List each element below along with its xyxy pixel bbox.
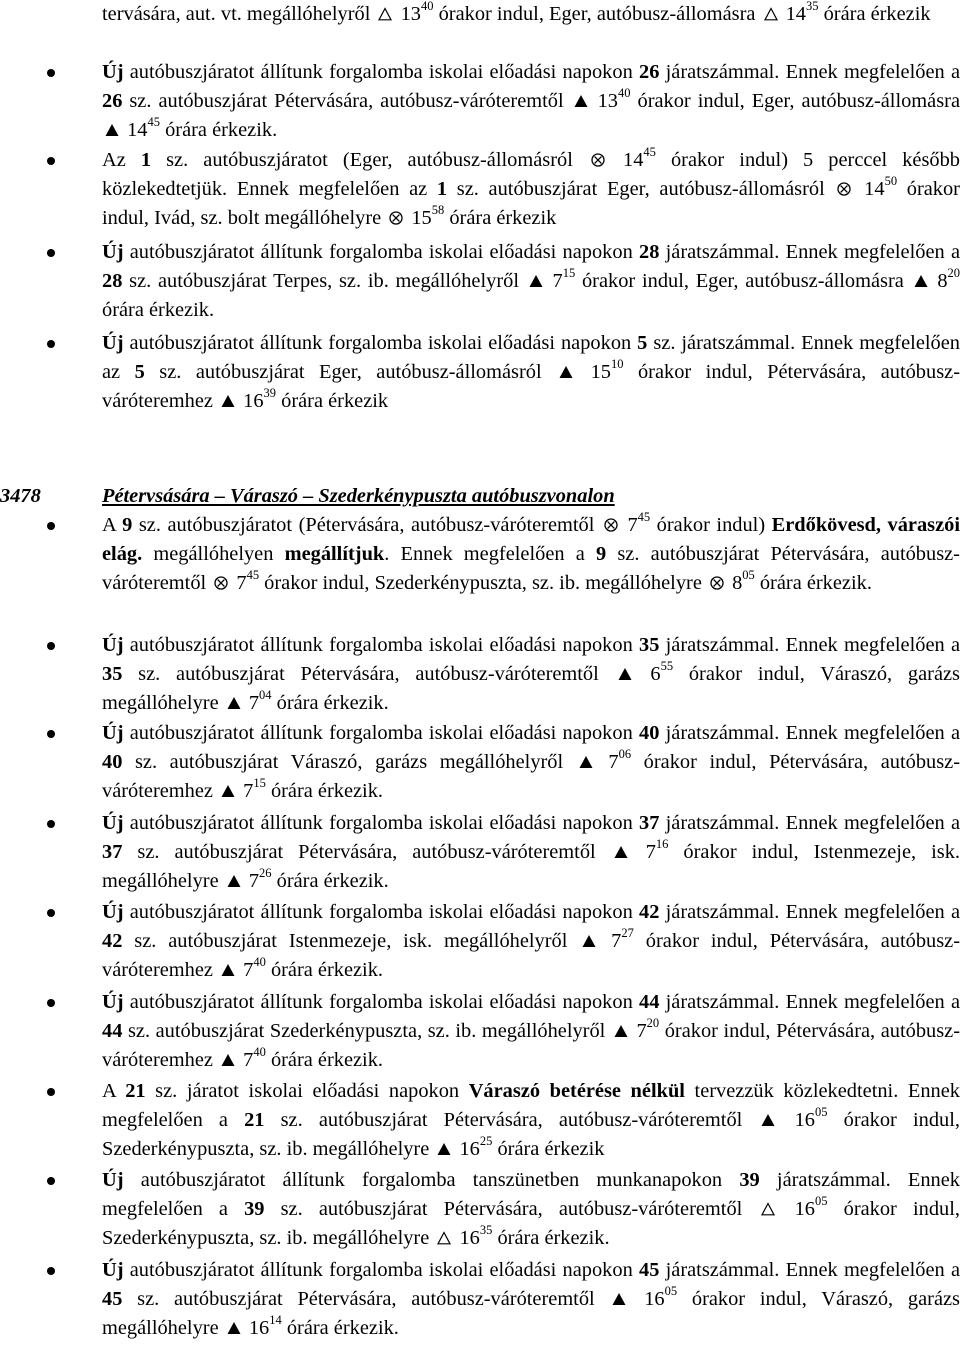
bullet-icon	[47, 999, 55, 1007]
section-title: Pétervsására – Váraszó – Szederkénypuszta autóbuszvonalon	[102, 485, 615, 507]
filled-triangle-icon	[914, 274, 928, 288]
filled-triangle-icon	[221, 1053, 235, 1067]
continuation-paragraph	[102, 0, 960, 29]
filled-triangle-icon	[612, 1292, 626, 1306]
filled-triangle-icon	[227, 696, 241, 710]
open-triangle-icon	[437, 1231, 451, 1245]
time-minutes: 35	[806, 0, 819, 14]
rich-text: Új autóbuszjáratot állítunk forgalomba iskolai előadási napokon 5 sz. járatszámmal. Ennek megfelelően az 5 sz. autóbuszjárat Eger, autóbusz-állomásról $15^{10}$ órakor indul, Pétervására, autóbusz-váróteremhez $16^{39}$ órára érkezik	[102, 332, 960, 413]
bullet-icon	[47, 1088, 55, 1096]
filled-triangle-icon	[221, 784, 235, 798]
filled-triangle-icon	[618, 667, 632, 681]
bullet-icon	[47, 642, 55, 650]
list-item	[102, 329, 960, 416]
filled-triangle-icon	[582, 934, 596, 948]
rich-text: Új autóbuszjáratot állítunk forgalomba iskolai előadási napokon 40 járatszámmal. Ennek megfelelően a 40 sz. autóbuszjárat Váraszó, garázs megállóhelyről $7^{06}$ órakor indul, Pétervására, autóbusz-váróteremhez $7^{15}$ órára érkezik.	[102, 722, 960, 803]
time-minutes: 40	[253, 955, 266, 970]
open-triangle-icon	[764, 7, 778, 21]
time-minutes: 04	[259, 688, 272, 703]
rich-text: Új autóbuszjáratot állítunk forgalomba iskolai előadási napokon 37 járatszámmal. Ennek megfelelően a 37 sz. autóbuszjárat Pétervására, autóbusz-váróteremtől $7^{16}$ órakor indul, Istenmezeje, isk. megállóhelyre $7^{26}$ órára érkezik.	[102, 812, 960, 893]
time-minutes: 40	[253, 1045, 266, 1060]
bullet-icon	[47, 157, 55, 165]
open-triangle-icon	[761, 1202, 775, 1216]
time-minutes: 05	[742, 568, 755, 583]
bullet-icon	[47, 340, 55, 348]
time-minutes: 55	[660, 659, 674, 674]
time-minutes: 25	[479, 1134, 493, 1149]
rich-text: Új autóbuszjáratot állítunk forgalomba iskolai előadási napokon 44 járatszámmal. Ennek megfelelően a 44 sz. autóbuszjárat Szederkénypuszta, sz. ib. megállóhelyről $7^{20}$ órakor indul, Pétervására, autóbusz-váróteremhez $7^{40}$ órára érkezik.	[102, 991, 960, 1072]
list-item	[102, 1077, 960, 1164]
filled-triangle-icon	[614, 845, 628, 859]
list-item	[102, 58, 960, 145]
circled-x-icon	[710, 576, 724, 590]
filled-triangle-icon	[614, 1024, 628, 1038]
rich-text: A 21 sz. járatot iskolai előadási napokon Váraszó betérése nélkül tervezzük közlekedtetni. Ennek megfelelően a 21 sz. autóbuszjárat Pétervására, autóbusz-váróteremtől $16^{05}$ órakor indul, Szederkénypuszta, sz. ib. megállóhelyre $16^{25}$ órára érkezik	[102, 1080, 960, 1161]
circled-x-icon	[214, 576, 228, 590]
time-minutes: 05	[664, 1284, 678, 1299]
rich-text: tervására, aut. vt. megállóhelyről $13^{40}$ órakor indul, Eger, autóbusz-állomásra $14^{35}$ órára érkezik	[102, 0, 931, 25]
time-minutes: 39	[263, 386, 277, 401]
time-minutes: 20	[646, 1016, 660, 1031]
rich-text: Új autóbuszjáratot állítunk forgalomba iskolai előadási napokon 35 járatszámmal. Ennek megfelelően a 35 sz. autóbuszjárat Pétervására, autóbusz-váróteremtől $6^{55}$ órakor indul, Váraszó, garázs megállóhelyre $7^{04}$ órára érkezik.	[102, 634, 960, 715]
list-item	[102, 898, 960, 985]
rich-text: A 9 sz. autóbuszjáratot (Pétervására, autóbusz-váróteremtől $7^{45}$ órakor indul) Erdőkövesd, váraszói elág. megállóhelyen megállítjuk. Ennek megfelelően a 9 sz. autóbuszjárat Pétervására, autóbusz-váróteremtől $7^{45}$ órakor indul, Szederkénypuszta, sz. ib. megállóhelyre $8^{05}$ órára érkezik.	[102, 510, 960, 595]
filled-triangle-icon	[761, 1113, 775, 1127]
filled-triangle-icon	[221, 963, 235, 977]
time-minutes: 27	[621, 926, 634, 941]
rich-text: Új autóbuszjáratot állítunk forgalomba tanszünetben munkanapokon 39 járatszámmal. Ennek megfelelően a 39 sz. autóbuszjárat Pétervására, autóbusz-váróteremtől $16^{05}$ órakor indul, Szederkénypuszta, sz. ib. megállóhelyre $16^{35}$ órára érkezik.	[102, 1169, 960, 1250]
time-minutes: 14	[269, 1313, 282, 1328]
circled-x-icon	[591, 153, 605, 167]
time-minutes: 15	[562, 266, 576, 281]
bullet-icon	[47, 69, 55, 77]
time-minutes: 45	[643, 145, 656, 160]
bullet-icon	[47, 1177, 55, 1185]
list-item	[102, 238, 960, 325]
open-triangle-icon	[378, 7, 392, 21]
time-minutes: 45	[246, 568, 260, 583]
time-minutes: 15	[253, 776, 266, 791]
bullet-icon	[47, 909, 55, 917]
list-item	[102, 511, 960, 598]
filled-triangle-icon	[574, 94, 588, 108]
time-minutes: 10	[610, 357, 624, 372]
time-minutes: 40	[420, 0, 434, 14]
circled-x-icon	[837, 182, 851, 196]
section-number: 3478	[0, 485, 41, 507]
time-minutes: 45	[637, 510, 651, 525]
time-minutes: 16	[655, 837, 669, 852]
list-item	[102, 631, 960, 718]
rich-text: Új autóbuszjáratot állítunk forgalomba iskolai előadási napokon 42 járatszámmal. Ennek megfelelően a 42 sz. autóbuszjárat Istenmezeje, isk. megállóhelyről $7^{27}$ órakor indul, Pétervására, autóbusz-váróteremhez $7^{40}$ órára érkezik.	[102, 901, 960, 982]
time-minutes: 50	[884, 174, 898, 189]
time-minutes: 05	[814, 1105, 828, 1120]
time-minutes: 06	[618, 747, 632, 762]
bullet-icon	[47, 730, 55, 738]
time-minutes: 20	[947, 266, 960, 281]
filled-triangle-icon	[227, 1321, 241, 1335]
list-item	[102, 719, 960, 806]
rich-text: Új autóbuszjáratot állítunk forgalomba iskolai előadási napokon 45 járatszámmal. Ennek megfelelően a 45 sz. autóbuszjárat Pétervására, autóbusz-váróteremtől $16^{05}$ órakor indul, Váraszó, garázs megállóhelyre $16^{14}$ órára érkezik.	[102, 1259, 960, 1340]
time-minutes: 26	[259, 866, 272, 881]
rich-text: Az 1 sz. autóbuszjáratot (Eger, autóbusz-állomásról $14^{45}$ órakor indul) 5 perccel később közlekedtetjük. Ennek megfelelően az 1 sz. autóbuszjárat Eger, autóbusz-állomásról $14^{50}$ órakor indul, Ivád, sz. bolt megállóhelyre $15^{58}$ órára érkezik	[102, 145, 960, 230]
list-item	[102, 1166, 960, 1253]
filled-triangle-icon	[437, 1142, 451, 1156]
time-minutes: 40	[618, 86, 631, 101]
list-item	[102, 988, 960, 1075]
filled-triangle-icon	[559, 365, 573, 379]
circled-x-icon	[389, 211, 403, 225]
circled-x-icon	[604, 518, 618, 532]
rich-text: Új autóbuszjáratot állítunk forgalomba iskolai előadási napokon 28 járatszámmal. Ennek megfelelően a 28 sz. autóbuszjárat Terpes, sz. ib. megállóhelyről $7^{15}$ órakor indul, Eger, autóbusz-állomásra $8^{20}$ órára érkezik.	[102, 241, 960, 322]
filled-triangle-icon	[579, 755, 593, 769]
time-minutes: 35	[479, 1223, 493, 1238]
bullet-icon	[47, 249, 55, 257]
filled-triangle-icon	[529, 274, 543, 288]
filled-triangle-icon	[221, 394, 235, 408]
filled-triangle-icon	[105, 123, 119, 137]
time-minutes: 45	[147, 115, 160, 130]
list-item	[102, 809, 960, 896]
rich-text: Új autóbuszjáratot állítunk forgalomba iskolai előadási napokon 26 járatszámmal. Ennek megfelelően a 26 sz. autóbuszjárat Pétervására, autóbusz-váróteremtől $13^{40}$ órakor indul, Eger, autóbusz-állomásra $14^{45}$ órára érkezik.	[102, 61, 960, 142]
bullet-icon	[47, 1267, 55, 1275]
list-item	[102, 1256, 960, 1343]
list-item	[102, 146, 960, 233]
time-minutes: 58	[431, 203, 445, 218]
bullet-icon	[47, 820, 55, 828]
time-minutes: 05	[814, 1194, 828, 1209]
filled-triangle-icon	[227, 874, 241, 888]
bullet-icon	[47, 522, 55, 530]
